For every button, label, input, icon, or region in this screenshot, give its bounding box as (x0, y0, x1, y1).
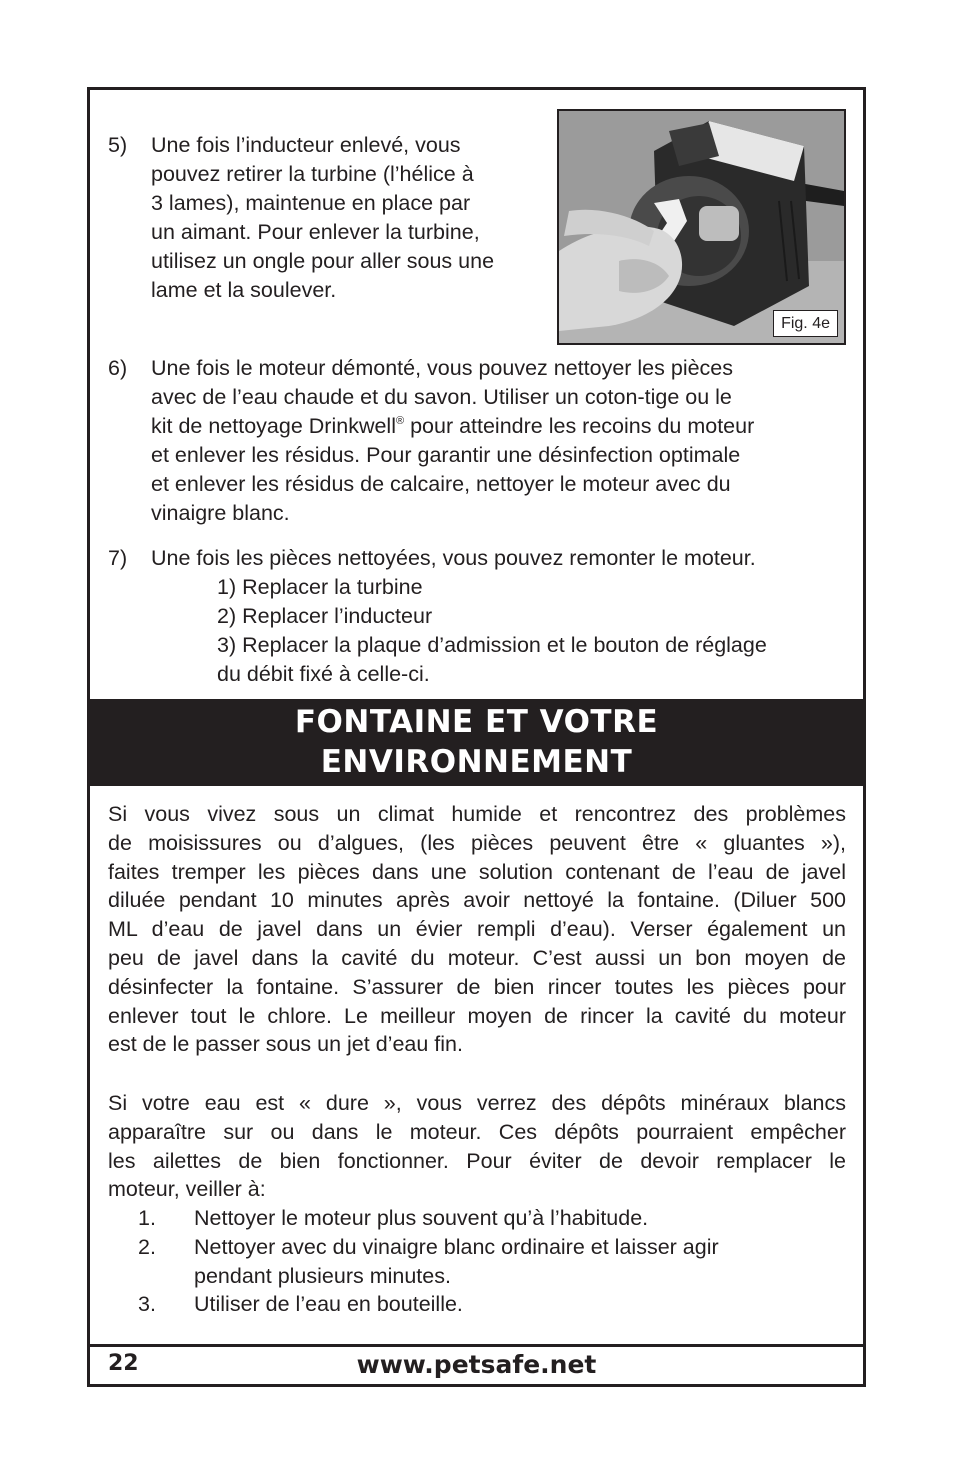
list-text: pendant plusieurs minutes. (194, 1263, 451, 1288)
step-6-text: kit de nettoyage Drinkwell (151, 414, 396, 438)
step-6-line: vinaigre blanc. (151, 501, 290, 525)
figure-label: Fig. 4e (773, 310, 838, 337)
list-item (108, 1233, 846, 1262)
section-title-line: FONTAINE ET VOTRE (294, 704, 659, 740)
registered-mark: ® (395, 415, 405, 427)
step-number: 7) (108, 546, 128, 570)
step-6-line: et enlever les résidus de calcaire, nettoyer le moteur avec du (151, 472, 731, 496)
step-6-line: et enlever les résidus. Pour garantir une désinfection optimale (151, 443, 741, 467)
step-6-line (151, 412, 754, 441)
paragraph-line: diluée pendant 10 minutes après avoir nettoyé la fontaine. (Diluer 500 (108, 888, 846, 913)
paragraph-line: ML d’eau de javel dans un évier rempli d’eau). Verser également un (108, 917, 846, 942)
substep-item: 2) Replacer l’inducteur (217, 604, 433, 628)
paragraph-line: Si votre eau est « dure », vous verrez des dépôts minéraux blancs (108, 1091, 846, 1115)
list-text: Nettoyer le moteur plus souvent qu’à l’habitude. (194, 1206, 649, 1230)
list-item (108, 1290, 846, 1319)
paragraph-line: peu de javel dans la cavité du moteur. C’est aussi un bon moyen de (108, 945, 846, 970)
list-number: 1. (138, 1206, 156, 1230)
paragraph-line: faites tremper les pièces dans une solution contenant de l’eau de javel (108, 859, 846, 884)
tips-list (108, 1204, 846, 1319)
list-number: 2. (138, 1234, 156, 1259)
paragraph-line: enlever tout le chlore. Le meilleur moyen de rincer la cavité du moteur (108, 1003, 846, 1028)
step-5-line: pouvez retirer la turbine (l’hélice à (151, 162, 474, 186)
page-frame (87, 87, 866, 1387)
step-6 (108, 354, 846, 534)
website-link[interactable]: www.petsafe.net (356, 1350, 597, 1379)
paragraph-line: de moisissures ou d’algues, (les pièces peuvent être « gluantes »), (108, 830, 846, 855)
step-7-intro: Une fois les pièces nettoyées, vous pouvez remonter le moteur. (151, 546, 756, 570)
paragraph-line: moteur, veiller à: (108, 1177, 266, 1202)
step-5 (108, 131, 548, 311)
paragraph-line: apparaître sur ou dans le moteur. Ces dépôts pourraient empêcher (108, 1119, 846, 1144)
step-number: 5) (108, 133, 128, 157)
paragraph-line: les ailettes de bien fonctionner. Pour éviter de devoir remplacer le (108, 1148, 846, 1173)
paragraph-line: Si vous vivez sous un climat humide et rencontrez des problèmes (108, 802, 846, 826)
section-header (90, 699, 863, 786)
step-6-text: pour atteindre les recoins du moteur (404, 414, 755, 438)
step-6-line: Une fois le moteur démonté, vous pouvez nettoyer les pièces (151, 356, 734, 380)
step-5-line: utilisez un ongle pour aller sous une (151, 249, 495, 273)
list-item (108, 1262, 846, 1291)
paragraph-humid-climate (108, 800, 846, 1059)
list-item (108, 1204, 846, 1233)
step-5-line: 3 lames), maintenue en place par (151, 191, 471, 215)
list-text: Nettoyer avec du vinaigre blanc ordinaire et laisser agir (194, 1234, 719, 1259)
page-footer (90, 1344, 863, 1387)
step-5-line: un aimant. Pour enlever la turbine, (151, 220, 480, 244)
figure-photo (557, 109, 846, 345)
paragraph-hard-water (108, 1089, 846, 1204)
step-number: 6) (108, 356, 128, 380)
substep-item: 1) Replacer la turbine (217, 575, 423, 599)
step-5-line: lame et la soulever. (151, 278, 337, 302)
page-number: 22 (108, 1351, 139, 1376)
substep-continuation: du débit fixé à celle-ci. (217, 662, 430, 686)
list-number: 3. (138, 1292, 156, 1317)
list-text: Utiliser de l’eau en bouteille. (194, 1292, 463, 1317)
substep-item: 3) Replacer la plaque d’admission et le bouton de réglage (217, 633, 767, 657)
pump-turbine-illustration (559, 111, 844, 343)
paragraph-line: désinfecter la fontaine. S’assurer de bien rincer toutes les pièces pour (108, 974, 846, 999)
step-6-line: avec de l’eau chaude et du savon. Utiliser un coton-tige ou le (151, 385, 732, 409)
step-7 (108, 544, 846, 694)
section-title-line: ENVIRONNEMENT (320, 744, 633, 780)
paragraph-line: est de le passer sous un jet d’eau fin. (108, 1032, 463, 1057)
step-5-line: Une fois l’inducteur enlevé, vous (151, 133, 461, 157)
